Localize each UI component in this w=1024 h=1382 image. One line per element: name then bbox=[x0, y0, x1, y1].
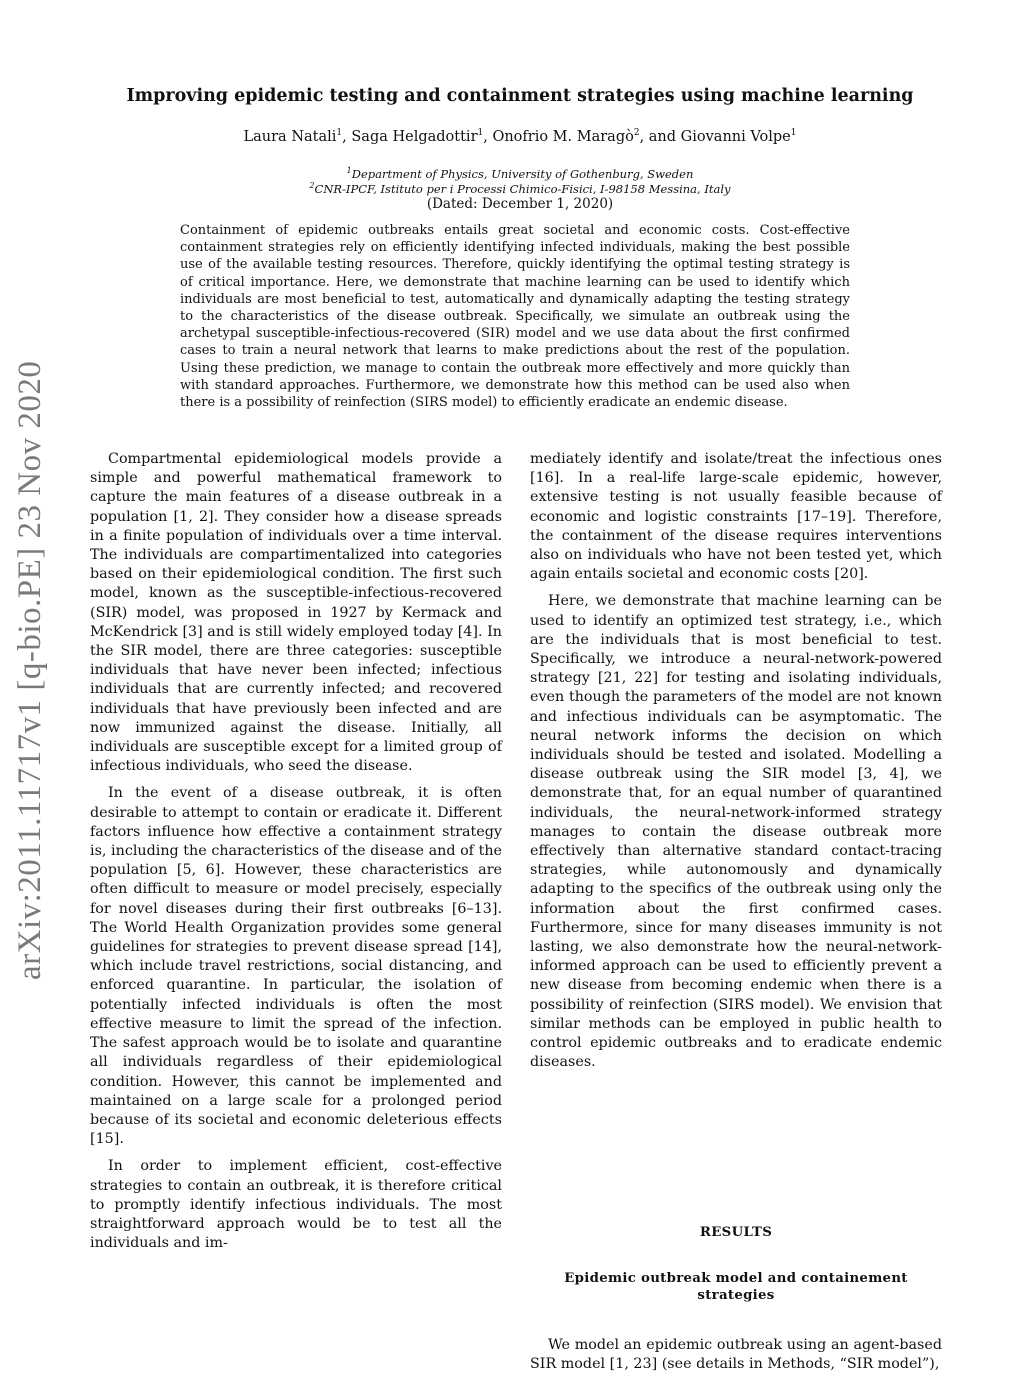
date-line: (Dated: December 1, 2020) bbox=[426, 196, 614, 212]
affiliation-marker: 2 bbox=[633, 128, 640, 138]
paragraph: mediately identify and isolate/treat the infectious ones [16]. In a real-life large-scale epidemic, however, extensive testing is not usually feasible because of economic and logistic constraints [17–19]. Therefore, the containment of the disease requires interventions also on individuals who have not been tested yet, which again entails societal and economic costs [20]. bbox=[530, 451, 942, 583]
author-separator: , bbox=[342, 128, 352, 145]
affiliation-text: CNR-IPCF, Istituto per i Processi Chimico-Fisici, I-98158 Messina, Italy bbox=[314, 181, 731, 196]
affiliation-marker: 1 bbox=[346, 166, 352, 175]
left-column bbox=[90, 450, 502, 1261]
right-column bbox=[530, 450, 942, 1382]
author-name: Giovanni Volpe bbox=[680, 128, 791, 145]
abstract: Containment of epidemic outbreaks entails great societal and economic costs. Cost-effective containment strategies rely on efficiently identifying infected individuals, making the best possible use of the available testing resources. Therefore, quickly identifying the optimal testing strategy is of critical importance. Here, we demonstrate that machine learning can be used to identify which individuals are most beneficial to test, automatically and dynamically adapting the testing strategy to the characteristics of the disease outbreak. Specifically, we simulate an outbreak using the archetypal susceptible-infectious-recovered (SIR) model and we use data about the first confirmed cases to train a neural network that learns to make predictions about the rest of the population. Using these prediction, we manage to contain the outbreak more effectively and more quickly than with standard approaches. Furthermore, we demonstrate how this method can be used also when there is a possibility of reinfection (SIRS model) to efficiently eradicate an endemic disease. bbox=[180, 223, 850, 411]
paragraph: Here, we demonstrate that machine learning can be used to identify an optimized test strategy, i.e., which are the individuals that is most beneficial to test. Specifically, we introduce a neural-network-powered strategy [21, 22] for testing and isolating individuals, even though the parameters of the model are not known and infectious individuals can be asymptomatic. The neural network informs the decision on which individuals should be tested and isolated. Modelling a disease outbreak using the SIR model [3, 4], we demonstrate that, for an equal number of quarantined individuals, the neural-network-informed strategy manages to contain the disease outbreak more effectively than alternative standard contact-tracing strategies, while autonomously and dynamically adapting to the specifics of the outbreak using only the information about the first confirmed cases. Furthermore, since for many diseases immunity is not lasting, we also demonstrate how the neural-network-informed approach can be used to efficiently prevent a new disease from becoming endemic when there is a possibility of reinfection (SIRS model). We envision that similar methods can be employed in public health to control epidemic outbreaks and to eradicate endemic diseases. bbox=[530, 593, 942, 1071]
author-separator: , and bbox=[639, 128, 681, 145]
subsection-heading: Epidemic outbreak model and containement strategies bbox=[564, 1270, 908, 1303]
paragraph: In the event of a disease outbreak, it is often desirable to attempt to contain or eradicate it. Different factors influence how effective a containment strategy is, including the characteristics of the disease and of the population [5, 6]. However, these characteristics are often difficult to measure or model precisely, especially for novel diseases during their first outbreaks [6–13]. The World Health Organization provides some general guidelines for strategies to prevent disease spread [14], which include travel restrictions, social distancing, and enforced quarantine. In particular, the isolation of potentially infected individuals is often the most effective measure to limit the spread of the infection. The safest approach would be to isolate and quarantine all individuals regardless of their epidemiological condition. However, this cannot be implemented and maintained on a large scale for a prolonged period because of its societal and economic deleterious effects [15]. bbox=[90, 785, 502, 1148]
paper-title: Improving epidemic testing and containment strategies using machine learning bbox=[126, 86, 914, 106]
affiliation-marker: 2 bbox=[309, 181, 315, 190]
author-name: Laura Natali bbox=[243, 128, 337, 145]
affiliation-marker: 1 bbox=[336, 128, 343, 138]
author-name: Saga Helgadottir bbox=[351, 128, 478, 145]
affiliation-text: Department of Physics, University of Gothenburg, Sweden bbox=[351, 166, 694, 181]
author-name: Onofrio M. Maragò bbox=[492, 128, 634, 145]
section-heading-results: RESULTS bbox=[699, 1224, 773, 1240]
author-list bbox=[90, 128, 950, 145]
paragraph: We model an epidemic outbreak using an agent-based SIR model [1, 23] (see details in Methods, “SIR model”), bbox=[530, 1336, 942, 1372]
arxiv-identifier[interactable]: arXiv:2011.11717v1 [q-bio.PE] 23 Nov 2020 bbox=[12, 360, 48, 980]
affiliation-marker: 1 bbox=[477, 128, 484, 138]
author-separator: , bbox=[483, 128, 493, 145]
affiliation-1 bbox=[90, 166, 950, 181]
affiliation-2 bbox=[90, 181, 950, 196]
paragraph: In order to implement efficient, cost-effective strategies to contain an outbreak, it is therefore critical to promptly identify infectious individuals. The most straightforward approach would be to test all the individuals and im- bbox=[90, 1158, 502, 1252]
paragraph: Compartmental epidemiological models provide a simple and powerful mathematical framework to capture the main features of a disease outbreak in a population [1, 2]. They consider how a disease spreads in a finite population of individuals over a time interval. The individuals are compartimentalized into categories based on their epidemiological condition. The first such model, known as the susceptible-infectious-recovered (SIR) model, was proposed in 1927 by Kermack and McKendrick [3] and is still widely employed today [4]. In the SIR model, there are three categories: susceptible individuals that have never been infected; infectious individuals that are currently infected; and recovered individuals that have previously been infected and are now immunized against the disease. Initially, all individuals are susceptible except for a limited group of infectious individuals, who seed the disease. bbox=[90, 451, 502, 775]
affiliation-marker: 1 bbox=[790, 128, 797, 138]
